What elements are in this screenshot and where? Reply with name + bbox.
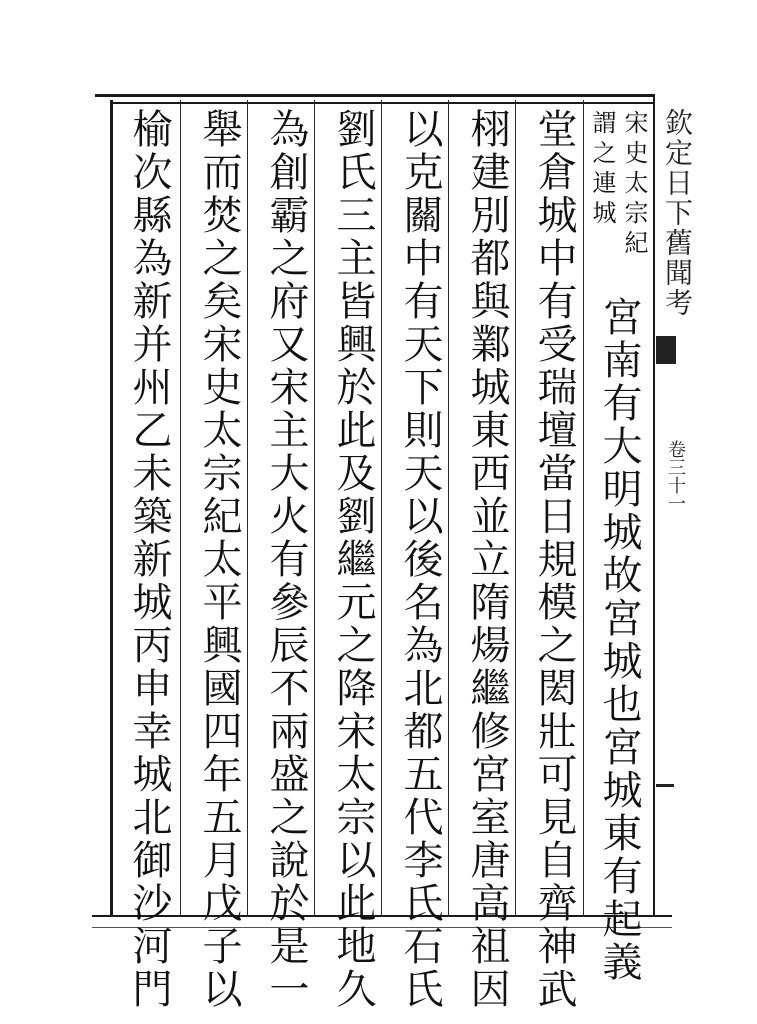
- text-column-2: 堂倉城中有受瑞壇當日規模之閎壯可見自齊神武: [531, 108, 577, 1011]
- margin-book-title: 欽定日下舊聞考: [661, 108, 694, 318]
- text-column-3: 栩建別都與鄴城東西並立隋煬繼修宮室唐高祖因: [464, 108, 510, 1011]
- text-column-7: 舉而焚之矣宋史太宗紀太平興國四年五月戊子以: [196, 108, 242, 1011]
- frame-bottom-rule: [92, 915, 672, 917]
- column-separator: [515, 100, 516, 915]
- column-separator: [448, 100, 449, 915]
- text-column-5: 劉氏三主皆興於此及劉繼元之降宋太宗以此地久: [330, 108, 376, 1011]
- fish-tail-mark: [656, 336, 676, 364]
- annotation-note-left: 謂之連城: [588, 110, 616, 230]
- annotation-note-right: 宋史太宗紀: [620, 110, 648, 260]
- text-column-8: 榆次縣為新并州乙未築新城丙申幸城北御沙河門: [126, 108, 172, 1011]
- fish-tail-mark-lower: [656, 784, 674, 787]
- column-separator: [314, 100, 315, 915]
- frame-left-rule: [110, 100, 113, 917]
- column-separator: [247, 100, 248, 915]
- margin-volume-number: 卷三十一: [665, 440, 686, 512]
- column-separator: [180, 100, 181, 915]
- frame-bottom-inner-rule: [92, 927, 672, 928]
- text-column-4: 以克關中有天下則天以後名為北都五代李氏石氏: [397, 108, 443, 1011]
- frame-top-rule: [95, 94, 655, 97]
- column-separator: [381, 100, 382, 915]
- text-column-1-main: 宮南有大明城故宮城也宮城東有起義: [596, 296, 642, 984]
- text-column-6: 為創霸之府又宋主大火有參辰不兩盛之說於是一: [263, 108, 309, 1011]
- frame-right-rule: [653, 95, 655, 917]
- column-separator: [583, 100, 584, 915]
- frame-top-inner-rule: [110, 102, 655, 104]
